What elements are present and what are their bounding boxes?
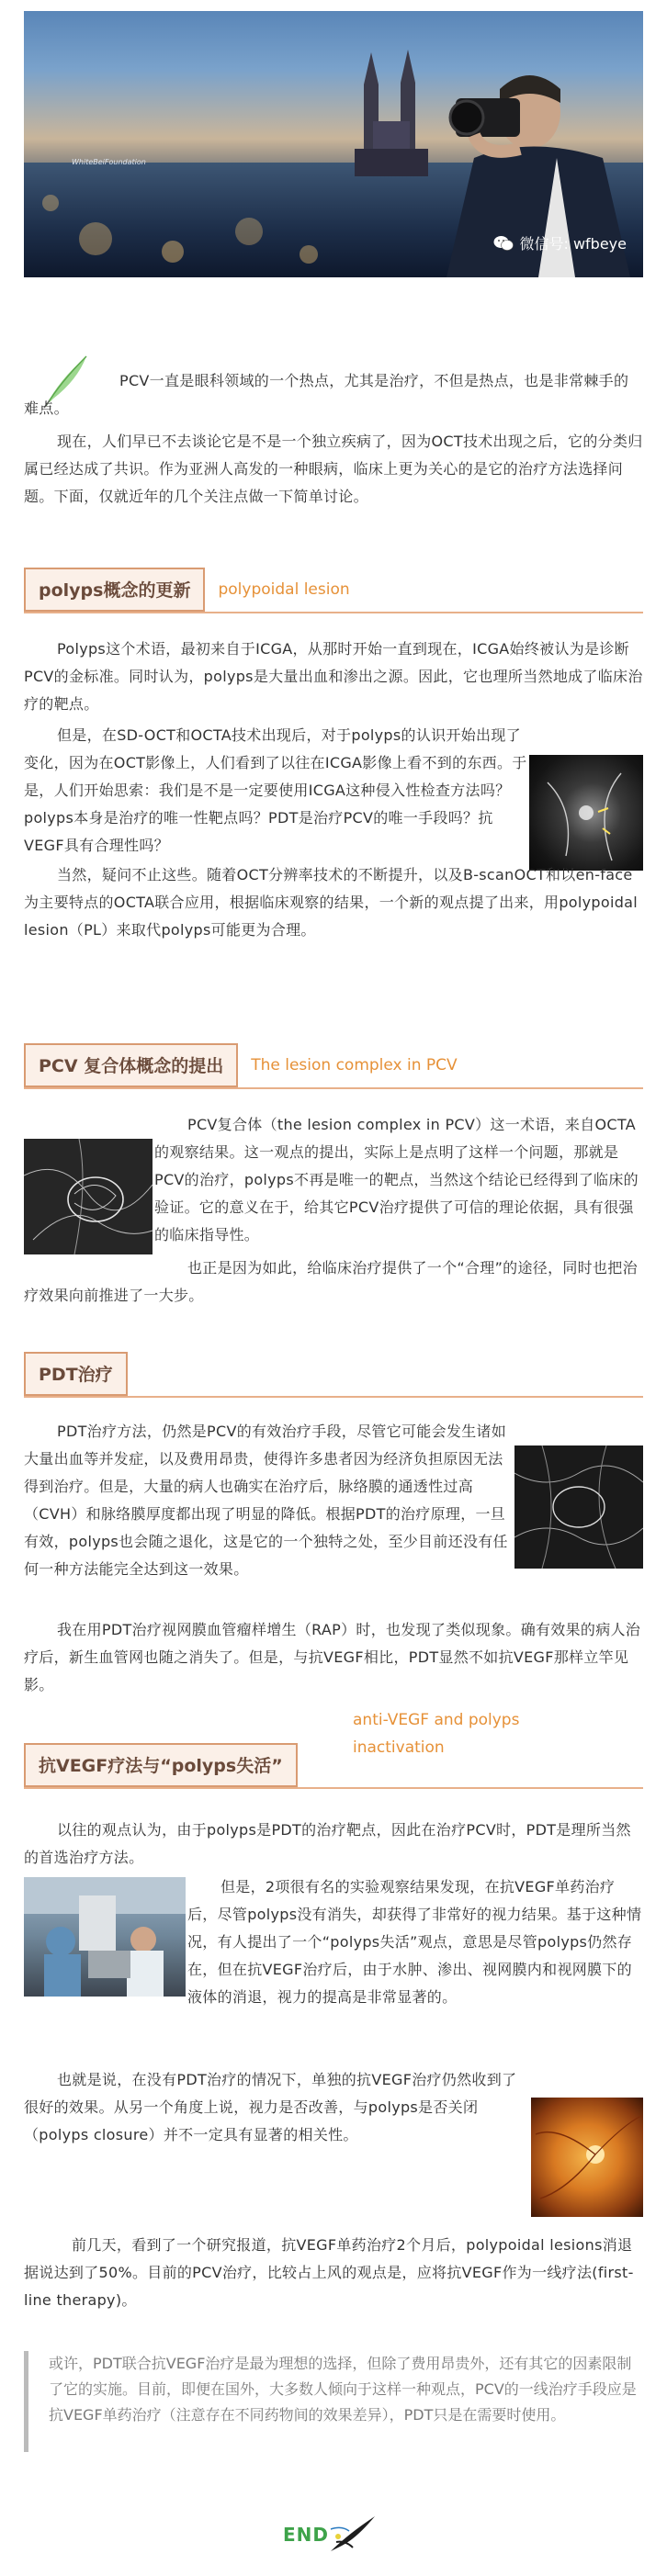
closing-quote-block: [24, 2351, 648, 2452]
section1-paragraph-2: 但是，在SD-OCT和OCTA技术出现后，对于polyps的认识开始出现了变化，因为在OCT影像上，人们看到了以往在ICGA影像上看不到的东西。于是，人们开始思索：我们是不是一定要使用ICGA这种侵入性检查方法吗？polyps本身是治疗的唯一性靶点吗？PDT是治疗PCV的唯一手段吗？抗VEGF具有合理性吗？: [24, 726, 527, 854]
intro-paragraph-1: PCV一直是眼科领域的一个热点，尤其是治疗，不但是热点，也是非常棘手的难点。: [24, 372, 629, 417]
section3-paragraph-1-text: PDT治疗方法，仍然是PCV的有效治疗手段，尽管它可能会发生诸如大量出血等并发症，以及费用昂贵，使得许多患者因为经济负担原因无法得到治疗。但是，大量的病人也确实在治疗后，脉络膜的通透性过高（CVH）和脉络膜厚度都出现了明显的降低。根据PDT的治疗原理，一旦有效，polyps也会随之退化，这是它的一个独特之处，至少目前还没有任何一种方法能完全达到这一效果。: [24, 1423, 508, 1578]
wechat-icon: [493, 235, 514, 252]
section1-paragraph-1: Polyps这个术语，最初来自于ICGA，从那时开始一直到现在，ICGA始终被认为是诊断PCV的金标准。同时认为，polyps是大量出血和渗出之源。因此，它也理所当然地成了临床治疗的靶点。: [24, 640, 643, 713]
end-marker: [283, 2514, 377, 2555]
wechat-watermark: [493, 232, 627, 253]
bokeh-light: [79, 222, 112, 255]
section-divider: [24, 1396, 643, 1398]
bokeh-light: [300, 245, 318, 264]
section-heading-polyps: [24, 568, 350, 612]
section4-paragraph-4: 前几天，看到了一个研究报道，抗VEGF单药治疗2个月后，polypoidal lesions消退据说达到了50%。目前的PCV治疗，比较占上风的观点是，应将抗VEGF作为一线疗法(first-line therapy)。: [24, 2236, 634, 2309]
bokeh-light: [235, 218, 263, 245]
section2-paragraph-2: 也正是因为如此，给临床治疗提供了一个“合理”的途径，同时也把治疗效果向前推进了一大步。: [24, 1259, 638, 1304]
section3-paragraph-2: 我在用PDT治疗视网膜血管瘤样增生（RAP）时，也发现了类似现象。确有效果的病人治疗后，新生血管网也随之消失了。但是，与抗VEGF相比，PDT显然不如抗VEGF那样立竿见影。: [24, 1621, 641, 1693]
intro-paragraph-2: 现在，人们早已不去谈论它是不是一个独立疾病了，因为OCT技术出现之后，它的分类归属已经达成了共识。作为亚洲人高发的一种眼病，临床上更为关心的是它的治疗方法选择问题。下面，仅就近年的几个关注点做一下简单讨论。: [24, 433, 643, 505]
section-subtitle: [353, 1706, 519, 1761]
section4-paragraph-2-text: 但是，2项很有名的实验观察结果发现，在抗VEGF单药治疗后，尽管polyps没有消失，却获得了非常好的视力结果。基于这种情况，有人提出了一个“polyps失活”观点，意思是尽管polyps仍然存在，但在抗VEGF治疗后，由于水肿、渗出、视网膜内和视网膜下的液体的消退，视力的提高是非常显著的。: [187, 1878, 642, 2006]
section-divider: [24, 1087, 643, 1089]
hero-logo-text: WhiteBeiFoundation: [72, 158, 146, 166]
end-label: END: [283, 2524, 330, 2546]
quote-text: 或许，PDT联合抗VEGF治疗是最为理想的选择，但除了费用昂贵外，还有其它的因素限制了它的实施。目前，即便在国外，大多数人倾向于这样一种观点，PCV的一线治疗手段应是抗VEGF单药治疗（注意存在不同药物间的效果差异），PDT只是在需要时使用。: [49, 2355, 637, 2424]
bokeh-light: [162, 241, 184, 263]
hero-banner-image: [24, 11, 643, 277]
section-divider: [24, 612, 643, 613]
cathedral-silhouette: [355, 48, 428, 176]
wechat-id-text: 微信号: wfbeye: [519, 235, 627, 253]
section4-paragraph-2: [24, 1873, 643, 2011]
section4-paragraph-3: [24, 2066, 643, 2206]
section-title: PDT治疗: [24, 1352, 128, 1397]
section-subtitle: polypoidal lesion: [218, 580, 350, 599]
section-subtitle-line-2: inactivation: [353, 1738, 445, 1757]
section-divider: [24, 1787, 643, 1789]
section-subtitle: The lesion complex in PCV: [251, 1056, 458, 1074]
section4-paragraph-3-text: 也就是说，在没有PDT治疗的情况下，单独的抗VEGF治疗仍然收到了很好的效果。从另一个角度上说，视力是否改善，与polyps是否关闭（polyps closure）并不一定具有显著的相关性。: [24, 2071, 517, 2143]
section4-paragraph-1: 以往的观点认为，由于polyps是PDT的治疗靶点，因此在治疗PCV时，PDT是理所当然的首选治疗方法。: [24, 1821, 631, 1866]
swallow-icon: [329, 2514, 377, 2555]
oct-scan-image: [514, 1445, 643, 1569]
section-heading-antivegf: [24, 1743, 298, 1787]
section-title: 抗VEGF疗法与“polyps失活”: [24, 1743, 298, 1788]
section-title: polyps概念的更新: [24, 568, 205, 613]
section-heading-pdt: [24, 1352, 128, 1396]
bokeh-light: [42, 195, 59, 211]
section-subtitle-line-1: anti-VEGF and polyps: [353, 1711, 520, 1729]
icga-fundus-image: [529, 755, 643, 871]
section2-paragraph-1-text: PCV复合体（the lesion complex in PCV）这一术语，来自OCTA的观察结果。这一观点的提出，实际上是点明了这样一个问题，那就是PCV的治疗，polyps不再是唯一的靶点，当然这个结论已经得到了临床的验证。它的意义在于，给其它PCV治疗提供了可信的理论依据，具有很强的临床指导性。: [154, 1116, 639, 1243]
section1-paragraph-3: 当然，疑问不止这些。随着OCT分辨率技术的不断提升，以及B-scanOCT和以en-face为主要特点的OCTA联合应用，根据临床观察的结果，一个新的观点提了出来，用polypoidal lesion（PL）来取代polyps可能更为合理。: [24, 866, 638, 939]
section-heading-complex: [24, 1043, 458, 1087]
section-title: PCV 复合体概念的提出: [24, 1043, 238, 1088]
section2-paragraph-1: [24, 1111, 643, 1254]
